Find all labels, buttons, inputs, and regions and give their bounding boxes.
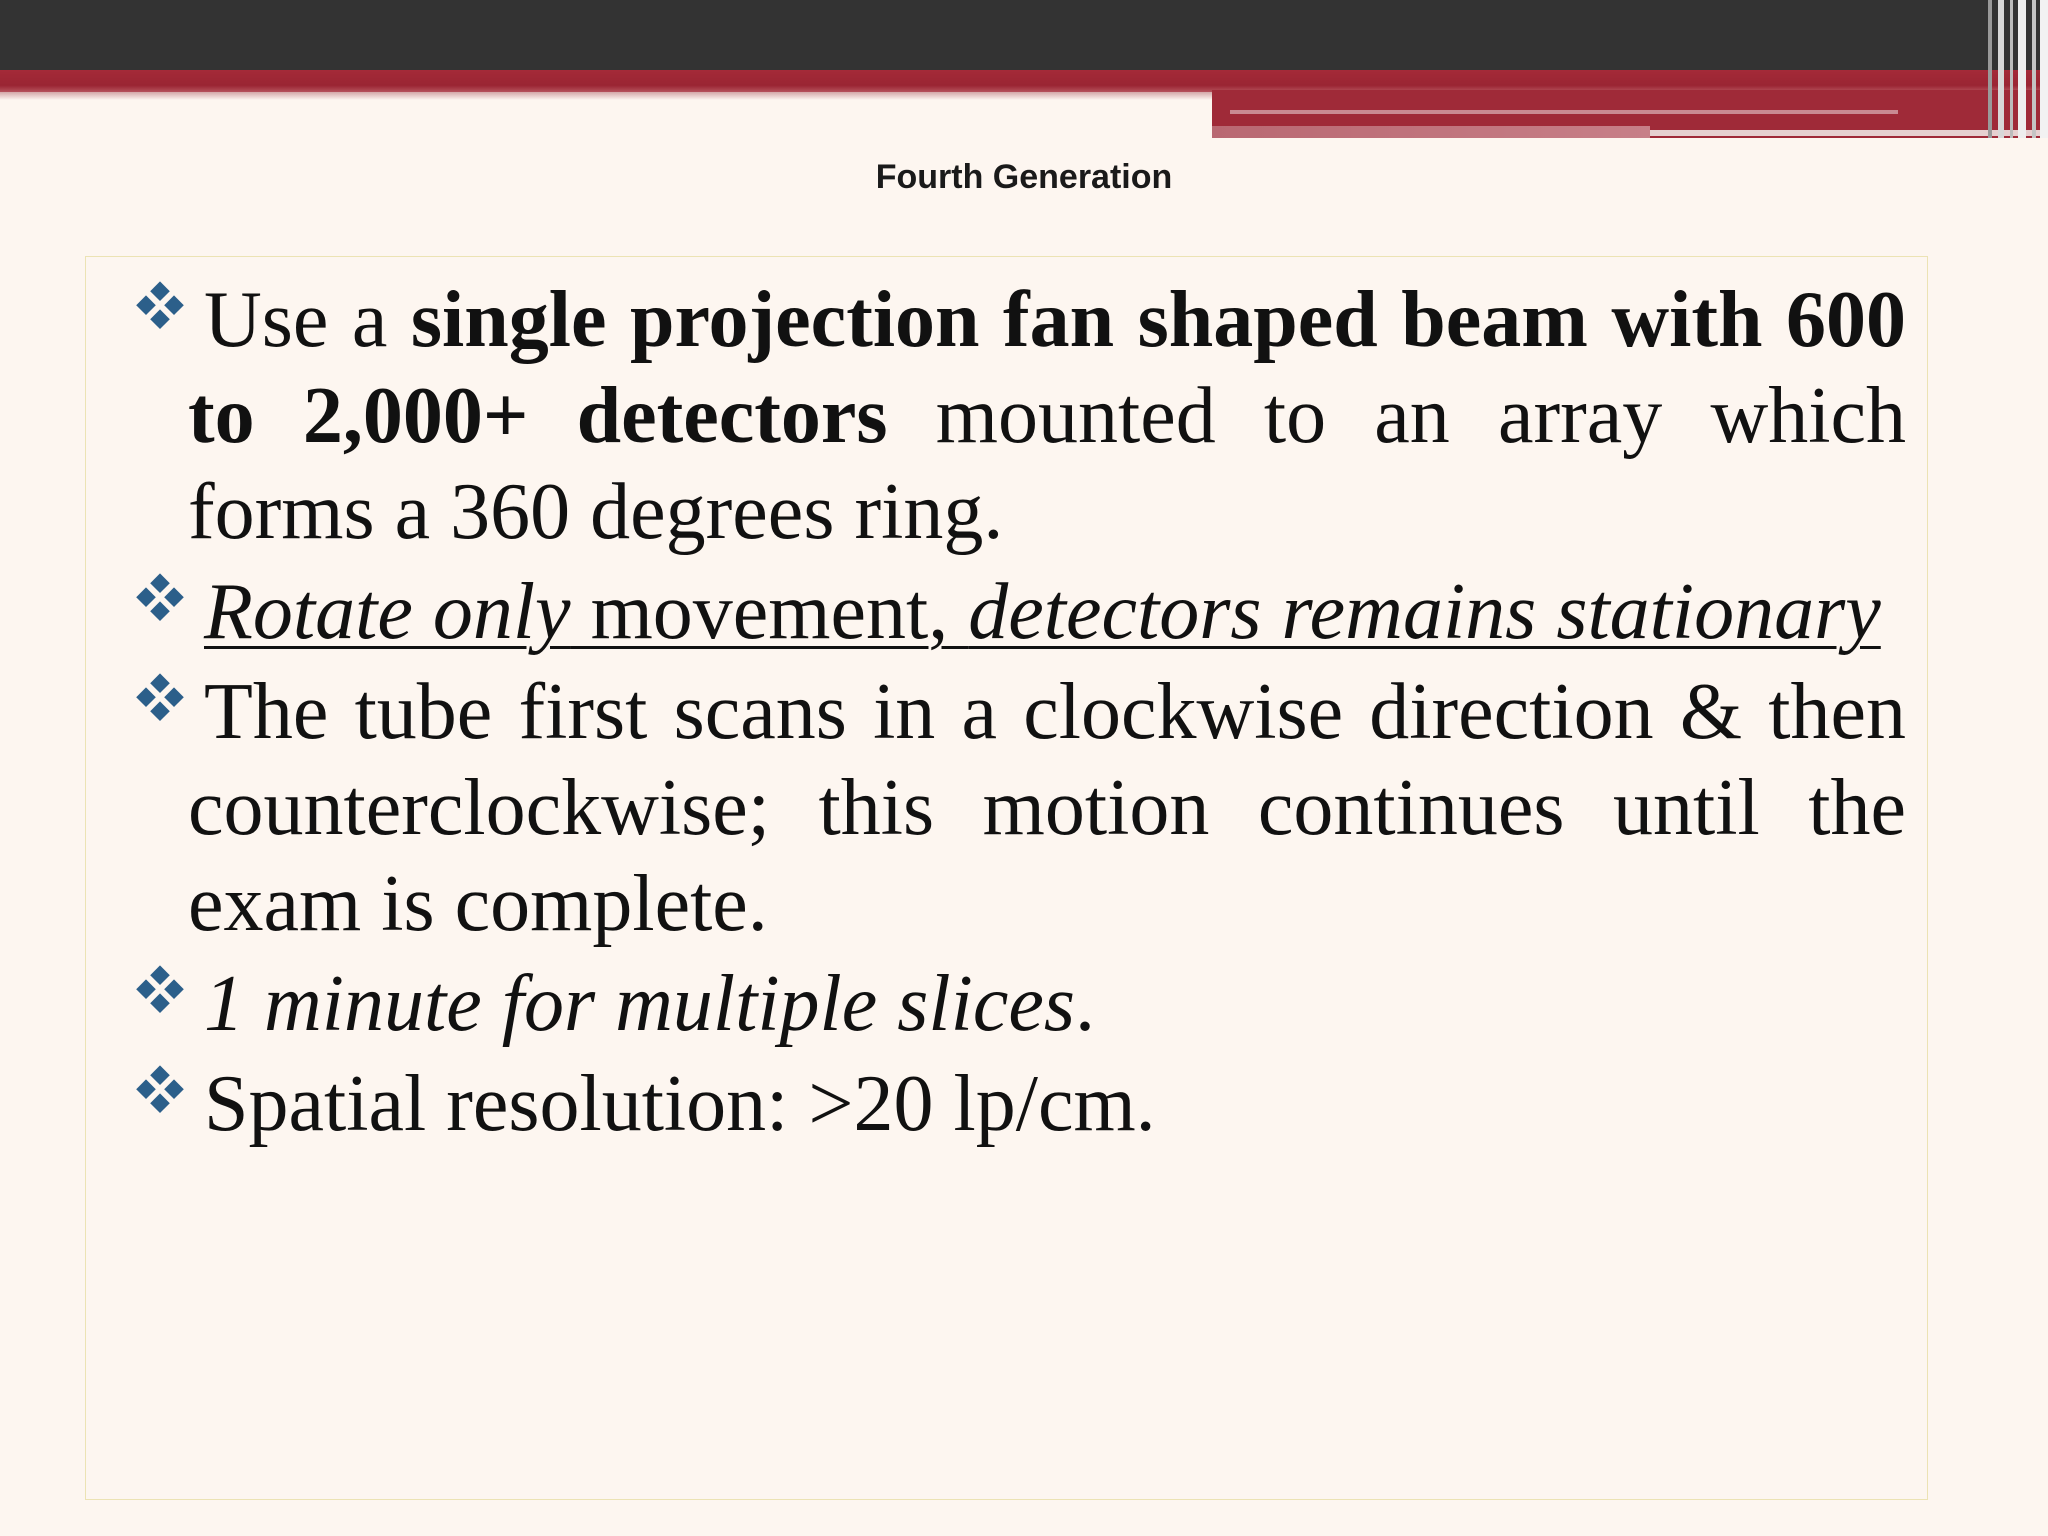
diamond-bullet-icon xyxy=(132,672,188,728)
bullet-text: Rotate only xyxy=(204,568,571,656)
diamond-bullet-icon xyxy=(132,280,188,336)
header-band-line xyxy=(1212,126,1650,138)
bullet-item xyxy=(188,1056,1906,1152)
bullet-item xyxy=(188,664,1906,952)
bullet-text: 1 minute for multiple slices xyxy=(204,960,1076,1048)
bullet-text: Use a xyxy=(204,276,411,364)
bullet-list xyxy=(188,272,1906,1156)
header-edge-strip xyxy=(2010,0,2013,138)
header-edge-strip xyxy=(2018,0,2026,138)
bullet-text: The tube first scans in a clockwise direction & then counterclockwise; this motion continues until the exam is complete. xyxy=(188,668,1906,948)
header-band-line xyxy=(1230,110,1898,114)
diamond-bullet-icon xyxy=(132,964,188,1020)
diamond-bullet-icon xyxy=(132,572,188,628)
bullet-text: detectors remains stationary xyxy=(968,568,1881,656)
header-band-red xyxy=(0,70,2048,92)
header-band-dark xyxy=(0,0,2048,70)
header-edge-strip xyxy=(2032,0,2036,138)
bullet-text: . xyxy=(1075,960,1096,1048)
bullet-item xyxy=(188,272,1906,560)
bullet-item xyxy=(188,564,1906,660)
header-band-shadow xyxy=(0,92,1212,100)
bullet-item xyxy=(188,956,1906,1052)
slide-title: Fourth Generation xyxy=(875,158,1173,196)
header-edge-strip xyxy=(2040,0,2048,138)
bullet-text: mounted to an array which forms a 360 degrees ring. xyxy=(188,372,1906,556)
diamond-bullet-icon xyxy=(132,1064,188,1120)
header-edge-strip xyxy=(1988,0,1992,138)
bullet-text: Spatial resolution: >20 lp/cm. xyxy=(204,1060,1156,1148)
bullet-text: single projection fan shaped beam with 600 to 2,000+ detectors xyxy=(188,276,1907,460)
header-edge-strip xyxy=(1998,0,2004,138)
bullet-text: movement, xyxy=(570,568,969,656)
